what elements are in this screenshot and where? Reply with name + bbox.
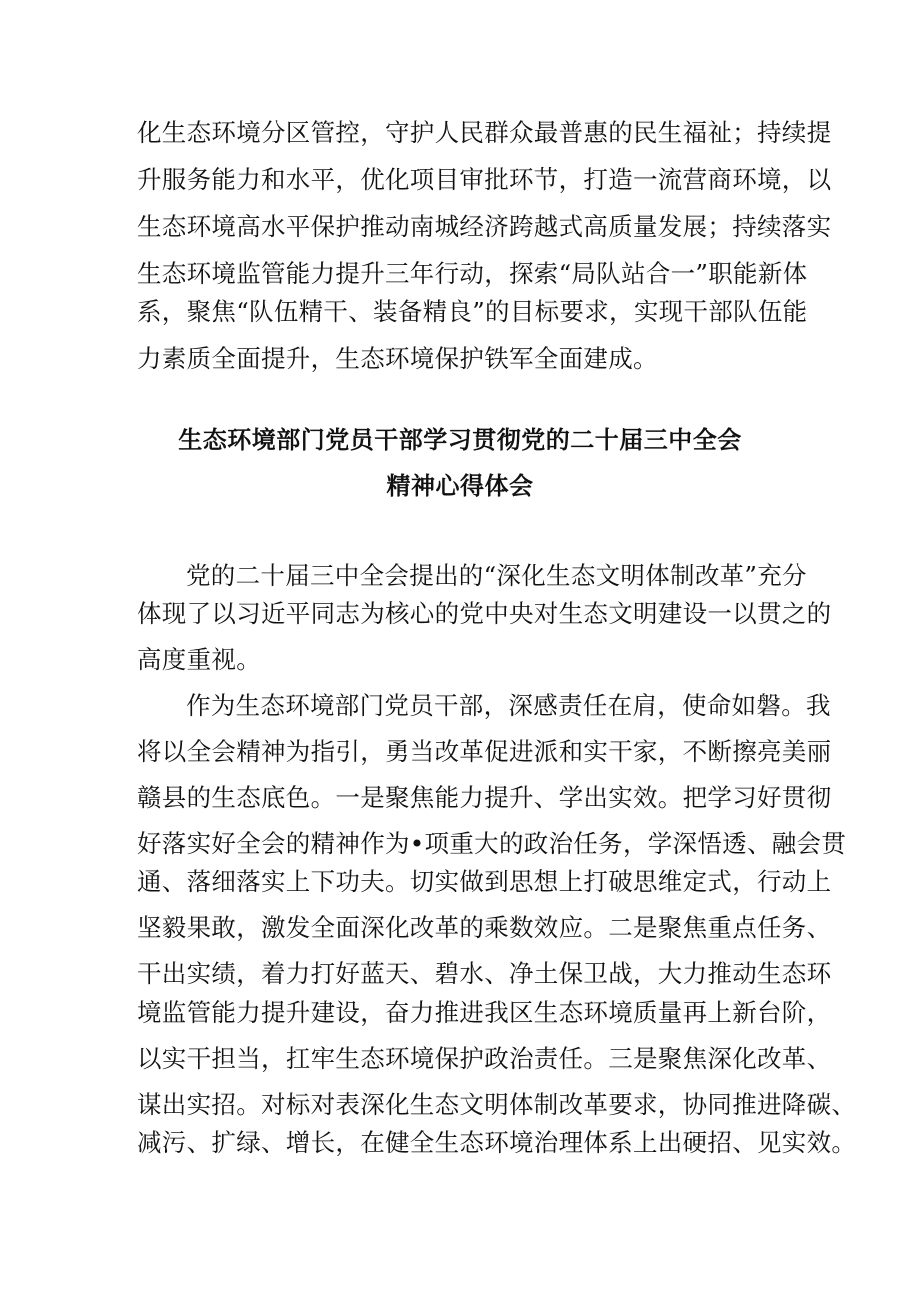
body-text-line: 好落实好全会的精神作为•项重大的政治任务，学深悟透、融会贯 [137, 829, 847, 858]
body-text-line: 力素质全面提升，生态环境保护铁军全面建成。 [137, 344, 658, 373]
body-text-line: 系，聚焦“队伍精干、装备精良”的目标要求，实现干部队伍能 [137, 297, 808, 326]
body-text-line: 化生态环境分区管控，守护人民群众最普惠的民生福祉；持续提 [137, 118, 832, 147]
body-text-line: 升服务能力和水平，优化项目审批环节，打造一流营商环境，以 [137, 165, 832, 194]
body-text-line: 高度重视。 [137, 645, 261, 674]
body-text-line: 生态环境监管能力提升三年行动，探索“局队站合一”职能新体 [137, 259, 808, 288]
body-text-line: 坚毅果敢，激发全面深化改革的乘数效应。二是聚焦重点任务、 [137, 913, 832, 942]
body-text-line: 体现了以习近平同志为核心的党中央对生态文明建设一以贯之的 [137, 599, 832, 628]
body-text-line: 生态环境高水平保护推动南城经济跨越式高质量发展；持续落实 [137, 212, 832, 241]
body-text-line: 境监管能力提升建设，奋力推进我区生态环境质量再上新台阶， [137, 998, 832, 1027]
body-text-line: 减污、扩绿、增长，在健全生态环境治理体系上出硬招、见实效。 [137, 1128, 857, 1157]
paragraph-first-line: 作为生态环境部门党员干部，深感责任在肩，使命如磐。我 [186, 691, 831, 720]
body-text-line: 赣县的生态底色。一是聚焦能力提升、学出实效。把学习好贯彻 [137, 783, 832, 812]
article-title-line-1: 生态环境部门党员干部学习贯彻党的二十届三中全会 [178, 426, 742, 454]
body-text-line: 以实干担当，扛牢生态环境保护政治责任。三是聚焦深化改革、 [137, 1044, 832, 1073]
body-text-line: 通、落细落实上下功夫。切实做到思想上打破思维定式，行动上 [137, 867, 832, 896]
article-title-line-2: 精神心得体会 [386, 472, 534, 500]
paragraph-first-line: 党的二十届三中全会提出的“深化生态文明体制改革”充分 [186, 561, 807, 590]
body-text-line: 谋出实招。对标对表深化生态文明体制改革要求，协同推进降碳、 [137, 1090, 857, 1119]
body-text-line: 将以全会精神为指引，勇当改革促进派和实干家，不断擦亮美丽 [137, 737, 832, 766]
body-text-line: 干出实绩，着力打好蓝天、碧水、净土保卫战，大力推动生态环 [137, 959, 832, 988]
